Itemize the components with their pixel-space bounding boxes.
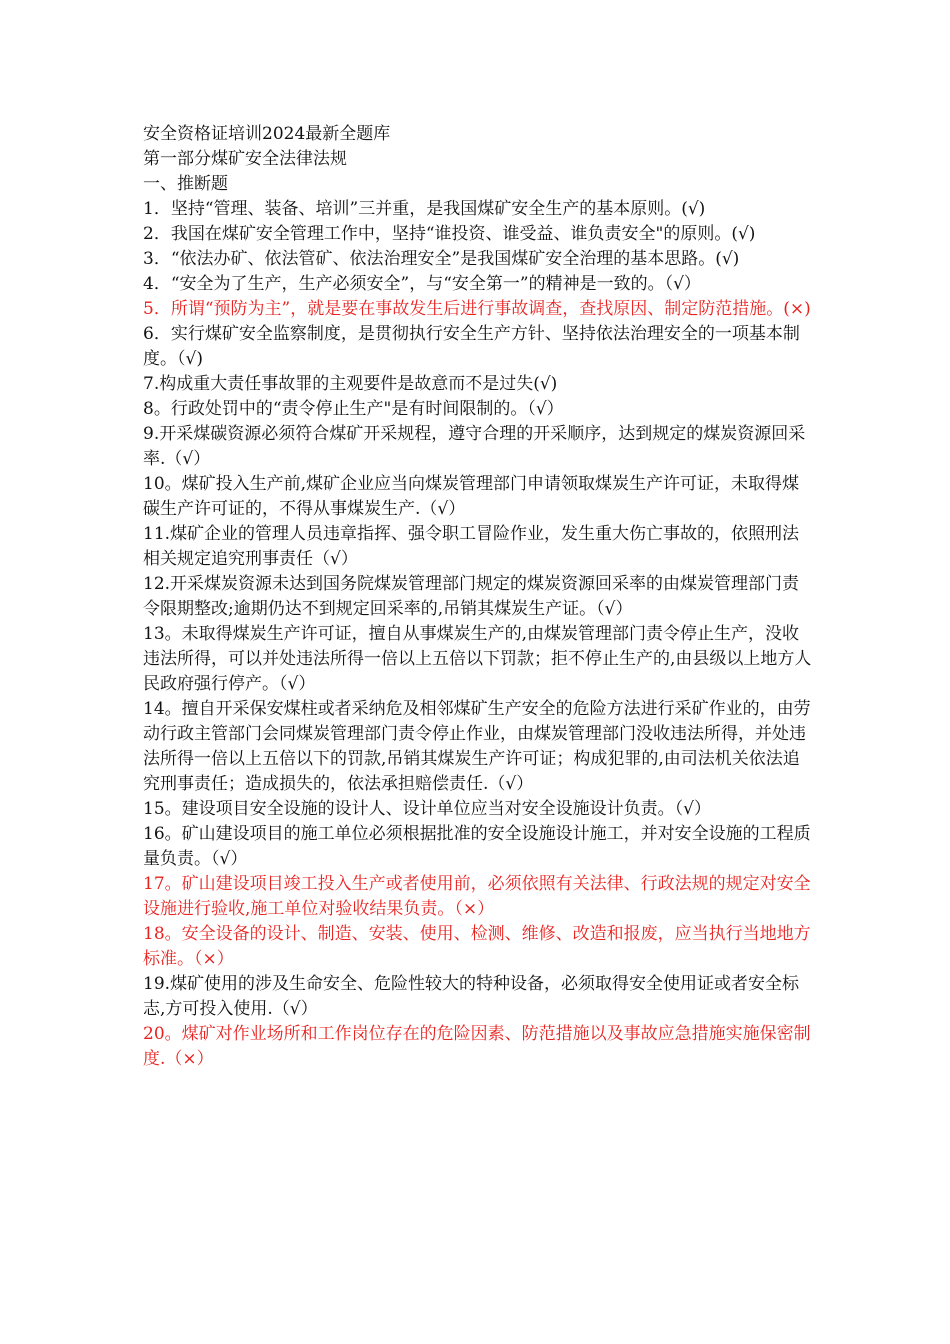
question-item: 3．“依法办矿、依法管矿、依法治理安全”是我国煤矿安全治理的基本思路。(√) [143,249,740,269]
question-item: 14。擅自开采保安煤柱或者采纳危及相邻煤矿生产安全的危险方法进行采矿作业的，由劳动行政主管部门会同煤炭管理部门责令停止作业，由煤炭管理部门没收违法所得，并处违法所得一倍以上五倍以下的罚款,吊销其煤炭生产许可证；构成犯罪的,由司法机关依法追究刑事责任；造成损失的，依法承担赔偿责任.（√） [143,699,811,794]
question-item: 12.开采煤炭资源未达到国务院煤炭管理部门规定的煤炭资源回采率的由煤炭管理部门责令限期整改;逾期仍达不到规定回采率的,吊销其煤炭生产证。（√） [143,574,800,619]
section-heading: 一、推断题 [143,174,228,194]
question-item: 11.煤矿企业的管理人员违章指挥、强令职工冒险作业，发生重大伤亡事故的，依照刑法相关规定追究刑事责任（√） [143,524,800,569]
question-item: 9.开采煤碳资源必须符合煤矿开采规程，遵守合理的开采顺序，达到规定的煤炭资源回采率.（√） [143,424,806,469]
question-item: 17。矿山建设项目竣工投入生产或者使用前，必须依照有关法律、行政法规的规定对安全设施进行验收,施工单位对验收结果负责。（×） [143,874,811,919]
question-list [143,197,815,1072]
question-item: 20。煤矿对作业场所和工作岗位存在的危险因素、防范措施以及事故应急措施实施保密制度.（×） [143,1024,811,1069]
question-item: 1．坚持“管理、装备、培训”三并重，是我国煤矿安全生产的基本原则。(√) [143,199,706,219]
question-item: 18。安全设备的设计、制造、安装、使用、检测、维修、改造和报废，应当执行当地地方标准。（×） [143,924,811,969]
question-item: 4．“安全为了生产，生产必须安全”，与“安全第一”的精神是一致的。（√） [143,274,701,294]
document-title: 安全资格证培训2024最新全题库 [143,124,391,144]
part-heading: 第一部分煤矿安全法律法规 [143,149,347,169]
question-item: 13。未取得煤炭生产许可证，擅自从事煤炭生产的,由煤炭管理部门责令停止生产，没收违法所得，可以并处违法所得一倍以上五倍以下罚款；拒不停止生产的,由县级以上地方人民政府强行停产。（√） [143,624,812,694]
document-page [143,122,815,1072]
question-item: 2．我国在煤矿安全管理工作中，坚持“谁投资、谁受益、谁负责安全"的原则。(√) [143,224,756,244]
question-item: 19.煤矿使用的涉及生命安全、危险性较大的特种设备，必须取得安全使用证或者安全标志,方可投入使用.（√） [143,974,800,1019]
question-item: 15。建设项目安全设施的设计人、设计单位应当对安全设施设计负责。（√） [143,799,711,819]
question-item: 7.构成重大责任事故罪的主观要件是故意而不是过失(√) [143,374,558,394]
question-item: 5．所谓“预防为主”，就是要在事故发生后进行事故调查，查找原因、制定防范措施。(×) [143,299,811,319]
question-item: 16。矿山建设项目的施工单位必须根据批准的安全设施设计施工，并对安全设施的工程质量负责。（√） [143,824,811,869]
question-item: 10。煤矿投入生产前,煤矿企业应当向煤炭管理部门申请领取煤炭生产许可证，未取得煤碳生产许可证的，不得从事煤炭生产.（√） [143,474,800,519]
question-item: 6．实行煤矿安全监察制度，是贯彻执行安全生产方针、坚持依法治理安全的一项基本制度。（√) [143,324,800,369]
question-item: 8。行政处罚中的“责令停止生产"是有时间限制的。（√） [143,399,564,419]
